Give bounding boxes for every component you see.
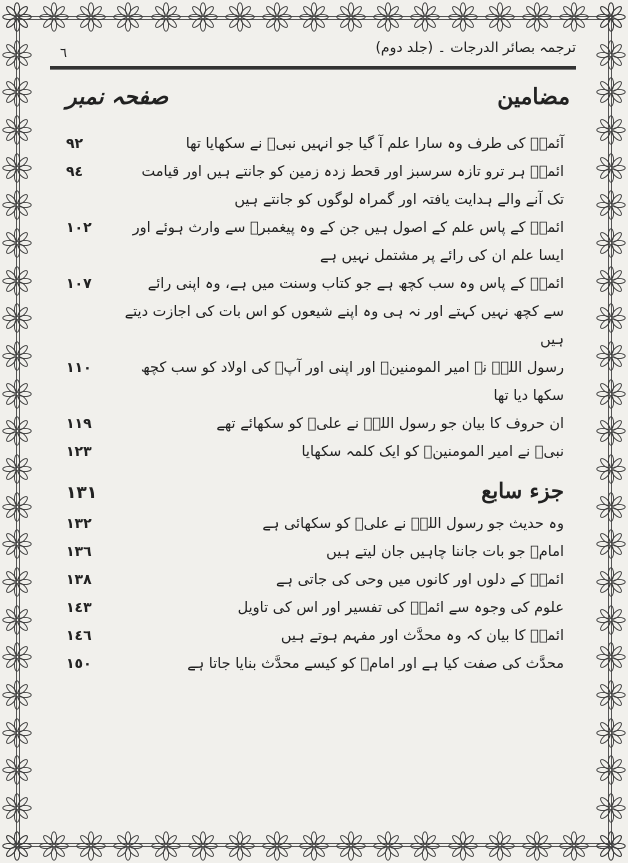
flower-icon (2, 605, 32, 635)
flower-icon (2, 793, 32, 823)
flower-icon (596, 529, 626, 559)
flower-icon (596, 341, 626, 371)
flower-icon (336, 831, 366, 861)
section-page: ١٣١ (66, 483, 98, 503)
toc-entry-text: وہ حدیث جو رسول اللہؐ نے علیؑ کو سکھائی ہے (262, 516, 564, 532)
toc-entry-page: ١٠٧ (66, 276, 92, 292)
flower-icon (522, 2, 552, 32)
toc-entry (44, 650, 584, 678)
flower-icon (2, 40, 32, 70)
flower-icon (448, 2, 478, 32)
flower-icon (2, 642, 32, 672)
toc-entry-text: ائمہؑ کے پاس علم کے اصول ہیں جن کے وہ پیغمبرؐ سے وارث ہوئے اور ایسا علم ان کی رائے پر مشتمل نہیں ہے (132, 220, 564, 264)
flower-icon (2, 680, 32, 710)
toc-entry (44, 594, 584, 622)
toc-entry (44, 354, 584, 410)
flower-icon (2, 454, 32, 484)
flower-icon (299, 2, 329, 32)
flower-icon (596, 831, 626, 861)
flower-icon (559, 2, 589, 32)
flower-icon (596, 2, 626, 32)
toc-entry (44, 158, 584, 214)
page-number: ٦ (60, 46, 67, 61)
flower-icon (410, 831, 440, 861)
flower-icon (596, 454, 626, 484)
toc-entry-text: ائمہؑ ہر ترو تازہ سرسبز اور قحط زدہ زمین کو جانتے ہیں اور قیامت تک آنے والے ہدایت یافتہ اور گمراہ لوگوں کو جانتے ہیں (141, 164, 564, 208)
flower-icon (113, 831, 143, 861)
flower-icon (2, 755, 32, 785)
flower-icon (596, 567, 626, 597)
toc-entry (44, 130, 584, 158)
toc-entry-text: ائمہؑ کا بیان کہ وہ محدَّث اور مفہم ہوتے ہیں (280, 628, 564, 644)
flower-icon (2, 115, 32, 145)
flower-icon (262, 831, 292, 861)
toc-entry (44, 622, 584, 650)
flower-icon (373, 831, 403, 861)
toc-entry-text: نبیؐ نے امیر المومنینؑ کو ایک کلمہ سکھایا (301, 444, 564, 460)
running-header (44, 40, 584, 62)
toc-entry-page: ٩٢ (66, 136, 84, 152)
flower-icon (2, 529, 32, 559)
flower-icon (188, 831, 218, 861)
toc-entry-page: ١٣٦ (66, 544, 92, 560)
flower-icon (262, 2, 292, 32)
toc-entry-text: ان حروف کا بیان جو رسول اللہؐ نے علیؑ کو سکھائے تھے (216, 416, 564, 432)
flower-icon (596, 228, 626, 258)
toc-entry-text: ائمہؑ کے دلوں اور کانوں میں وحی کی جاتی ہے (276, 572, 564, 588)
toc-entry-text: امامؑ جو بات جاننا چاہیں جان لیتے ہیں (326, 544, 564, 560)
toc-entry (44, 510, 584, 538)
flower-icon (113, 2, 143, 32)
header-rule (50, 66, 576, 70)
book-title: ترجمہ بصائر الدرجات ۔ (جلد دوم) (375, 40, 576, 56)
flower-icon (225, 2, 255, 32)
flower-icon (39, 2, 69, 32)
contents-heading: مضامین (497, 84, 570, 110)
flower-icon (448, 831, 478, 861)
flower-icon (596, 642, 626, 672)
border-left (0, 0, 34, 863)
toc-entry (44, 538, 584, 566)
toc-entry (44, 566, 584, 594)
flower-icon (2, 718, 32, 748)
toc-entry-page: ٩٤ (66, 164, 84, 180)
document-page (44, 34, 584, 829)
flower-icon (596, 680, 626, 710)
flower-icon (373, 2, 403, 32)
flower-icon (596, 153, 626, 183)
toc-entry (44, 438, 584, 466)
flower-icon (596, 40, 626, 70)
flower-icon (2, 379, 32, 409)
toc-entry (44, 410, 584, 438)
toc-entry-text: آئمہؑ کی طرف وہ سارا علم آ گیا جو انہیں نبیؐ نے سکھایا تھا (185, 136, 564, 152)
flower-icon (2, 190, 32, 220)
column-headings (44, 82, 584, 122)
flower-icon (596, 115, 626, 145)
flower-icon (596, 492, 626, 522)
toc-entry-page: ١٥٠ (66, 656, 92, 672)
flower-icon (39, 831, 69, 861)
table-of-contents (44, 130, 584, 678)
flower-icon (596, 718, 626, 748)
section-title: جزء سابع (481, 478, 564, 503)
toc-entry-text: رسول اللہؐ نے امیر المومنینؑ اور اپنی اور آپؑ کی اولاد کو سب کچھ سکھا دیا تھا (140, 360, 564, 404)
flower-icon (596, 379, 626, 409)
flower-icon (2, 266, 32, 296)
flower-icon (596, 793, 626, 823)
flower-icon (299, 831, 329, 861)
flower-icon (522, 831, 552, 861)
flower-icon (76, 831, 106, 861)
flower-icon (596, 755, 626, 785)
border-bottom (0, 829, 628, 863)
toc-entry (44, 270, 584, 354)
flower-icon (410, 2, 440, 32)
toc-entry-page: ١٠٢ (66, 220, 92, 236)
toc-entry-page: ١١٩ (66, 416, 92, 432)
toc-entry-text: محدَّث کی صفت کیا ہے اور امامؑ کو کیسے محدَّث بنایا جاتا ہے (187, 656, 564, 672)
toc-entry-text: ائمہؑ کے پاس وہ سب کچھ ہے جو کتاب وسنت میں ہے، وہ اپنی رائے سے کچھ نہیں کہتے اور نہ ہی وہ اپنے شیعوں کو اس بات کی اجازت دیتے ہیں (124, 276, 564, 348)
page-number-heading: صفحہ نمبر (66, 84, 169, 110)
flower-icon (559, 831, 589, 861)
flower-icon (336, 2, 366, 32)
flower-icon (188, 2, 218, 32)
flower-icon (596, 303, 626, 333)
flower-icon (2, 831, 32, 861)
flower-icon (596, 605, 626, 635)
flower-icon (76, 2, 106, 32)
flower-icon (2, 341, 32, 371)
toc-entry-page: ١٣٨ (66, 572, 92, 588)
section-heading (44, 472, 584, 510)
toc-entry-page: ١١٠ (66, 360, 92, 376)
flower-icon (2, 303, 32, 333)
toc-entry-page: ١٣٢ (66, 516, 92, 532)
toc-entry-page: ١٤٣ (66, 600, 92, 616)
flower-icon (2, 492, 32, 522)
toc-entry-text: علوم کی وجوہ سے ائمہؑ کی تفسیر اور اس کی تاویل (237, 600, 564, 616)
flower-icon (485, 831, 515, 861)
flower-icon (2, 567, 32, 597)
border-right (594, 0, 628, 863)
flower-icon (2, 416, 32, 446)
border-top (0, 0, 628, 34)
toc-entry (44, 214, 584, 270)
flower-icon (596, 266, 626, 296)
toc-entry-page: ١٢٣ (66, 444, 92, 460)
toc-entry-page: ١٤٦ (66, 628, 92, 644)
flower-icon (2, 77, 32, 107)
flower-icon (225, 831, 255, 861)
flower-icon (596, 77, 626, 107)
flower-icon (151, 2, 181, 32)
flower-icon (151, 831, 181, 861)
flower-icon (596, 416, 626, 446)
flower-icon (2, 228, 32, 258)
flower-icon (485, 2, 515, 32)
flower-icon (596, 190, 626, 220)
flower-icon (2, 2, 32, 32)
flower-icon (2, 153, 32, 183)
